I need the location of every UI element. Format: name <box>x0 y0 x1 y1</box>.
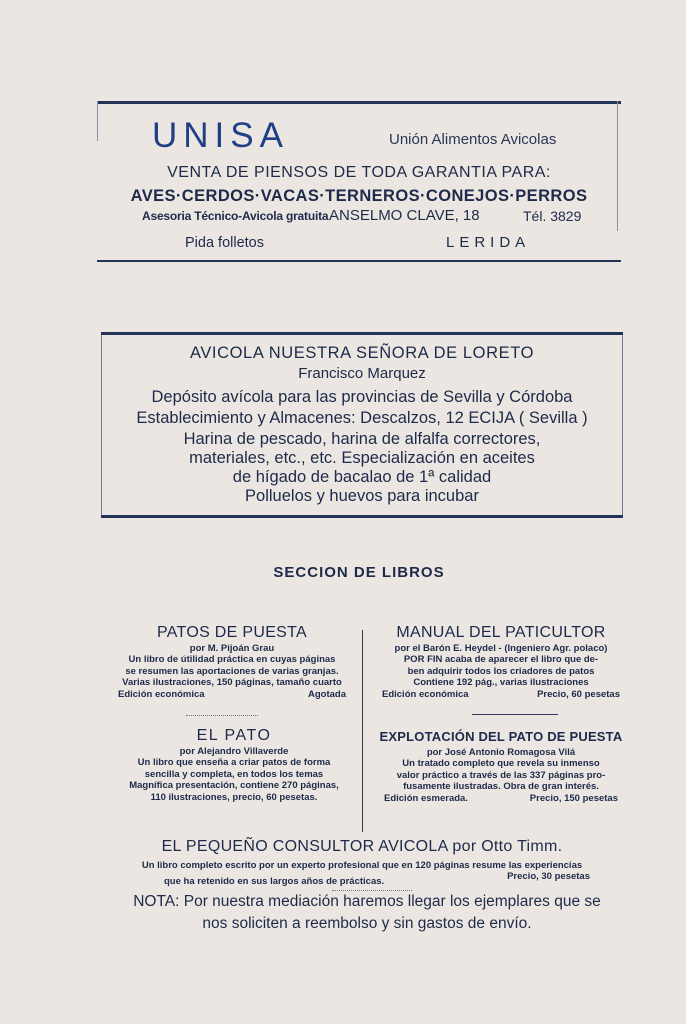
book-description-line: ben adquirir todos los criadores de patos <box>407 665 595 677</box>
featured-book <box>112 838 612 887</box>
book-price: Precio, 60 pesetas <box>537 688 620 700</box>
book-edition: Edición económica <box>118 688 205 700</box>
unisa-address: ANSELMO CLAVE, 18 <box>329 207 480 224</box>
unisa-animals: AVES·CERDOS·VACAS·TERNEROS·CONEJOS·PERROS <box>130 187 588 205</box>
book-footer <box>378 793 624 804</box>
book-description-line: Varias ilustraciones, 150 páginas, tamaño cuarto <box>122 677 342 688</box>
ad-side-rule <box>97 101 98 141</box>
unisa-asesoria: Asesoria Técnico-Avicola gratuita <box>142 209 329 223</box>
book-footer <box>112 689 352 700</box>
book-price: Precio, 30 pesetas <box>507 871 590 882</box>
avicola-title: AVICOLA NUESTRA SEÑORA DE LORETO <box>189 344 535 362</box>
avicola-advertisement <box>101 332 623 518</box>
book-description-line: Un libro de útilidad práctica en cuyas páginas <box>128 654 336 665</box>
dotted-separator <box>186 715 258 716</box>
avicola-line: Depósito avícola para las provincias de Sevilla y Córdoba <box>151 388 573 406</box>
solid-separator <box>472 714 558 715</box>
book-description-line: Contiene 192 pág., varias ilustraciones <box>413 677 589 688</box>
avicola-owner: Francisco Marquez <box>298 365 426 382</box>
avicola-line: Harina de pescado, harina de alfalfa correctores, <box>183 430 541 448</box>
avicola-line: Establecimiento y Almacenes: Descalzos, 12 ECIJA ( Sevilla ) <box>136 409 588 427</box>
book-description-line: sencilla y completa, en todos los temas <box>144 768 324 780</box>
column-divider <box>362 630 363 832</box>
book-title: MANUAL DEL PATICULTOR <box>396 624 606 641</box>
book-description-line: POR FIN acaba de aparecer el libro que de- <box>403 654 599 665</box>
book-footer <box>376 689 626 700</box>
book-description-line: Magnífica presentación, contiene 270 páginas, <box>129 780 339 791</box>
book-entry <box>376 624 626 700</box>
book-description-line: Un libro que enseña a criar patos de forma <box>137 757 331 768</box>
ad-top-rule <box>101 332 623 335</box>
ad-top-rule <box>97 101 621 104</box>
note <box>96 891 638 935</box>
book-description-line: que ha retenido en sus largos años de prácticas. <box>164 875 385 887</box>
book-author: por el Barón E. Heydel - (Ingeniero Agr. polaco) <box>394 643 608 654</box>
ad-bottom-rule <box>97 260 621 262</box>
book-description-line: fusamente ilustradas. Obra de gran interés. <box>403 781 599 792</box>
unisa-city: LERIDA <box>446 234 531 251</box>
note-line: NOTA: Por nuestra mediación haremos llegar los ejemplares que se <box>133 893 601 910</box>
book-description-line: 110 ilustraciones, precio, 60 pesetas. <box>150 791 318 803</box>
book-author: por Alejandro Villaverde <box>179 746 289 757</box>
unisa-brochures: Pida folletos <box>185 235 264 251</box>
avicola-line: Polluelos y huevos para incubar <box>245 487 479 505</box>
book-author: por José Antonio Romagosa Vilá <box>426 747 576 758</box>
note-line: nos soliciten a reembolso y sin gastos de envío. <box>202 915 532 932</box>
book-entry <box>108 727 360 803</box>
book-edition: Edición esmerada. <box>384 792 468 804</box>
book-title: PATOS DE PUESTA <box>156 624 307 641</box>
book-description-line: valor práctico a través de las 337 páginas pro- <box>396 769 606 781</box>
unisa-tagline: VENTA DE PIENSOS DE TODA GARANTIA PARA: <box>167 164 551 181</box>
book-price: Agotada <box>308 688 346 700</box>
book-description-line: Un tratado completo que revela su inmenso <box>402 758 600 769</box>
book-description-line: se resumen las aportaciones de varias granjas. <box>125 665 339 677</box>
book-price: Precio, 150 pesetas <box>529 792 618 804</box>
book-author: por M. Pijoán Grau <box>189 643 275 654</box>
avicola-line: de hígado de bacalao de 1ª calidad <box>232 468 492 486</box>
book-title: EL PATO <box>196 727 272 744</box>
book-description-line: Un libro completo escrito por un experto profesional que en 120 páginas resume las experiencias <box>141 860 583 871</box>
unisa-phone: Tél. 3829 <box>523 208 582 224</box>
unisa-logo: UNISA <box>152 116 289 155</box>
book-title: EXPLOTACIÓN DEL PATO DE PUESTA <box>379 729 623 744</box>
book-entry <box>378 729 624 804</box>
avicola-line: materiales, etc., etc. Especialización en aceites <box>189 449 535 467</box>
featured-book-title: EL PEQUEÑO CONSULTOR AVICOLA por Otto Timm. <box>161 838 563 855</box>
book-edition: Edición económica <box>382 688 469 700</box>
unisa-subtitle: Unión Alimentos Avicolas <box>389 131 557 148</box>
ad-bottom-rule <box>101 515 623 518</box>
book-entry <box>112 624 352 700</box>
section-title: SECCION DE LIBROS <box>273 564 445 581</box>
unisa-advertisement <box>97 101 621 262</box>
